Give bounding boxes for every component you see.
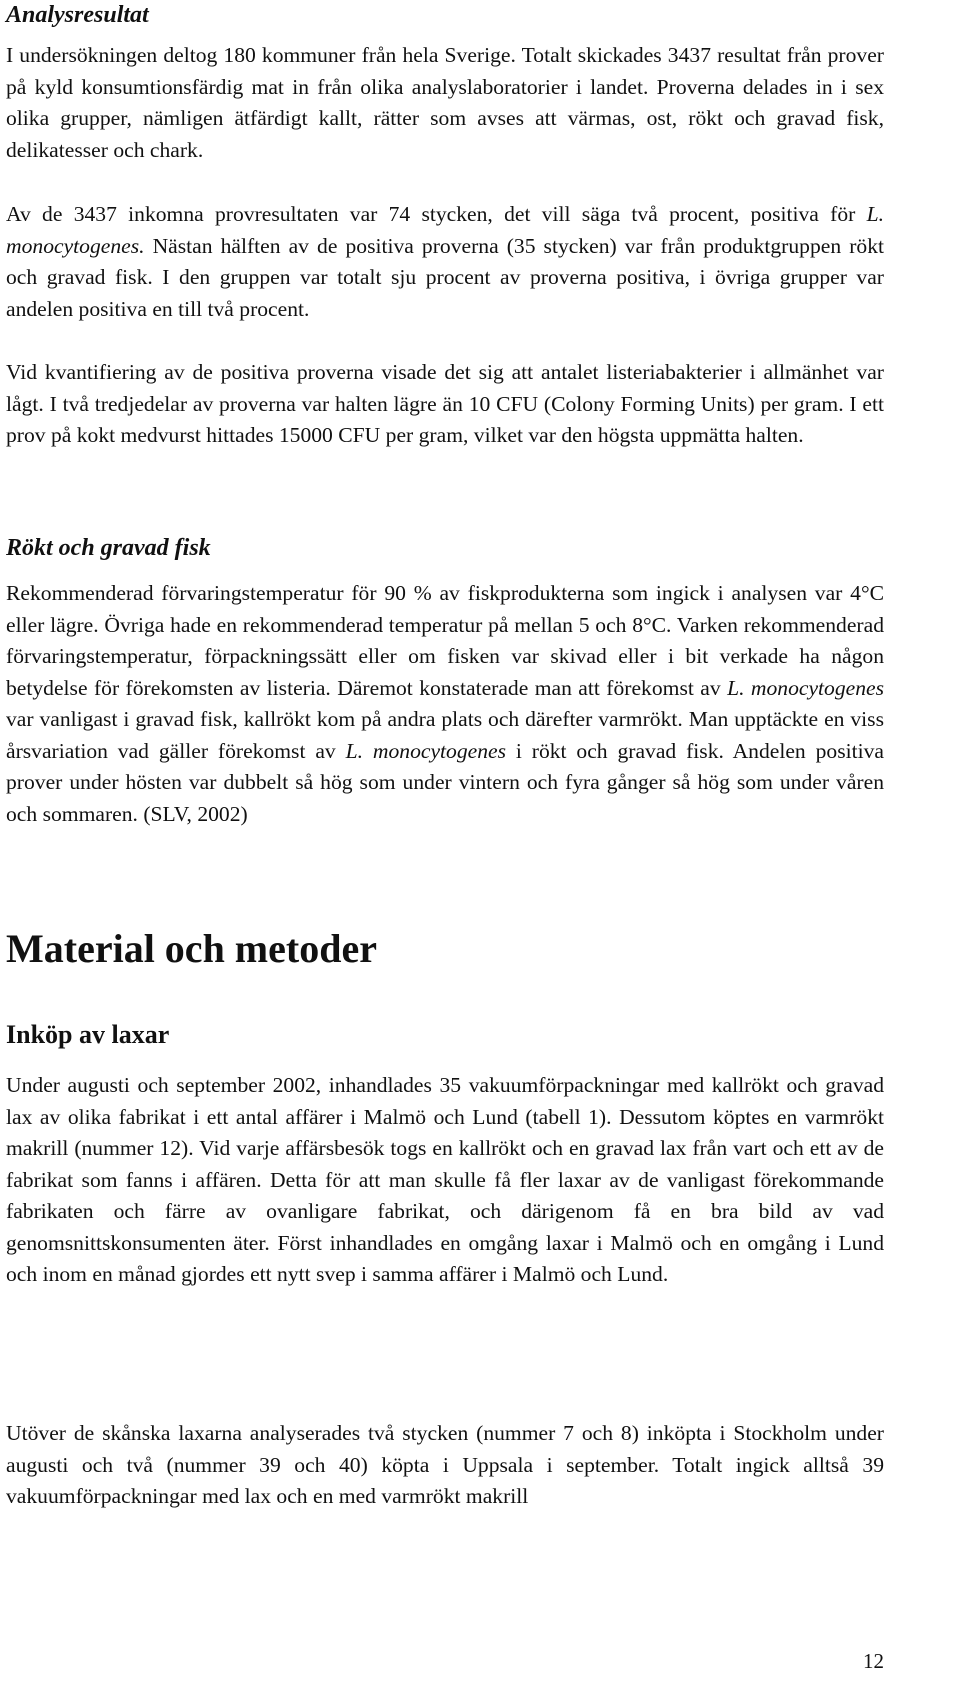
section-title-analysresultat: Analysresultat xyxy=(6,2,149,28)
species-name: L. monocytogenes. xyxy=(6,202,884,258)
paragraph-text: Rekommenderad förvaringstemperatur för 90 % av fiskprodukterna som ingick i analysen var 4°C eller lägre. Övriga hade en rekommenderad temperatur på mellan 5 och 8°C. Varken rekommenderad förvaringstemperatur, förpackningssätt eller om fisken var skivad eller i bit verkade ha någon betydelse för förekomsten av listeria. Däremot konstaterade man att förekomst av xyxy=(6,581,884,700)
paragraph-quantification: Vid kvantifiering av de positiva proverna visade det sig att antalet listeriabakterier i allmänhet var lågt. I två tredjedelar av proverna var halten lägre än 10 CFU (Colony Forming Units) per gram. I ett prov på kokt medvurst hittades 15000 CFU per gram, vilket var den högsta uppmätta halten. xyxy=(6,360,884,447)
paragraph-text: i rökt och gravad fisk. Andelen positiva prover under hösten var dubbelt så hög som under vintern och fyra gånger så hög som under våren och sommaren. (SLV, 2002) xyxy=(6,738,884,826)
heading-inkop-av-laxar: Inköp av laxar xyxy=(6,1020,170,1049)
paragraph-text: var vanligast i gravad fisk, kallrökt kom på andra plats och därefter varmrökt. Man upptäckte en viss årsvariation vad gäller förekomst av xyxy=(6,707,884,763)
section-title-rokt-gravad-fisk: Rökt och gravad fisk xyxy=(6,535,211,561)
page-number: 12 xyxy=(863,1649,884,1673)
paragraph-intro: I undersökningen deltog 180 kommuner från hela Sverige. Totalt skickades 3437 resultat från prover på kyld konsumtionsfärdig mat in från olika analyslaboratorier i landet. Proverna delades in i sex olika grupper, nämligen ätfärdigt kallt, rätter som avses att värmas, ost, rökt och gravad fisk, delikatesser och chark. xyxy=(6,43,884,162)
paragraph-text: Av de 3437 inkomna provresultaten var 74 stycken, det vill säga två procent, positiva för xyxy=(6,202,867,226)
paragraph-additional-samples: Utöver de skånska laxarna analyserades två stycken (nummer 7 och 8) inköpta i Stockholm under augusti och två (nummer 39 och 40) köpta i Uppsala i september. Totalt ingick alltså 39 vakuumförpackningar med lax och en med varmrökt makrill xyxy=(6,1421,884,1508)
species-name: L. monocytogenes xyxy=(345,738,506,763)
paragraph-fish xyxy=(6,578,884,830)
paragraph-purchase: Under augusti och september 2002, inhandlades 35 vakuumförpackningar med kallrökt och gravad lax av olika fabrikat i ett antal affärer i Malmö och Lund (tabell 1). Dessutom köptes en varmrökt makrill (nummer 12). Vid varje affärsbesök togs en kallrökt och en gravad lax från vart och ett av de fabrikat som fanns i affären. Detta för att man skulle få fler laxar av de vanligast förekommande fabrikaten och färre av ovanligare fabrikat, och därigenom få en bra bild av vad genomsnittskonsumenten äter. Först inhandlades en omgång laxar i Malmö och en omgång i Lund och inom en månad gjordes ett nytt svep i samma affärer i Malmö och Lund. xyxy=(6,1073,884,1286)
paragraph-text: Nästan hälften av de positiva proverna (35 stycken) var från produktgruppen rökt och gravad fisk. I den gruppen var totalt sju procent av proverna positiva, i övriga grupper var andelen positiva en till två procent. xyxy=(6,233,884,321)
paragraph-positive-results xyxy=(6,199,884,325)
heading-material-och-metoder: Material och metoder xyxy=(6,926,377,971)
species-name: L. monocytogenes xyxy=(727,675,884,700)
